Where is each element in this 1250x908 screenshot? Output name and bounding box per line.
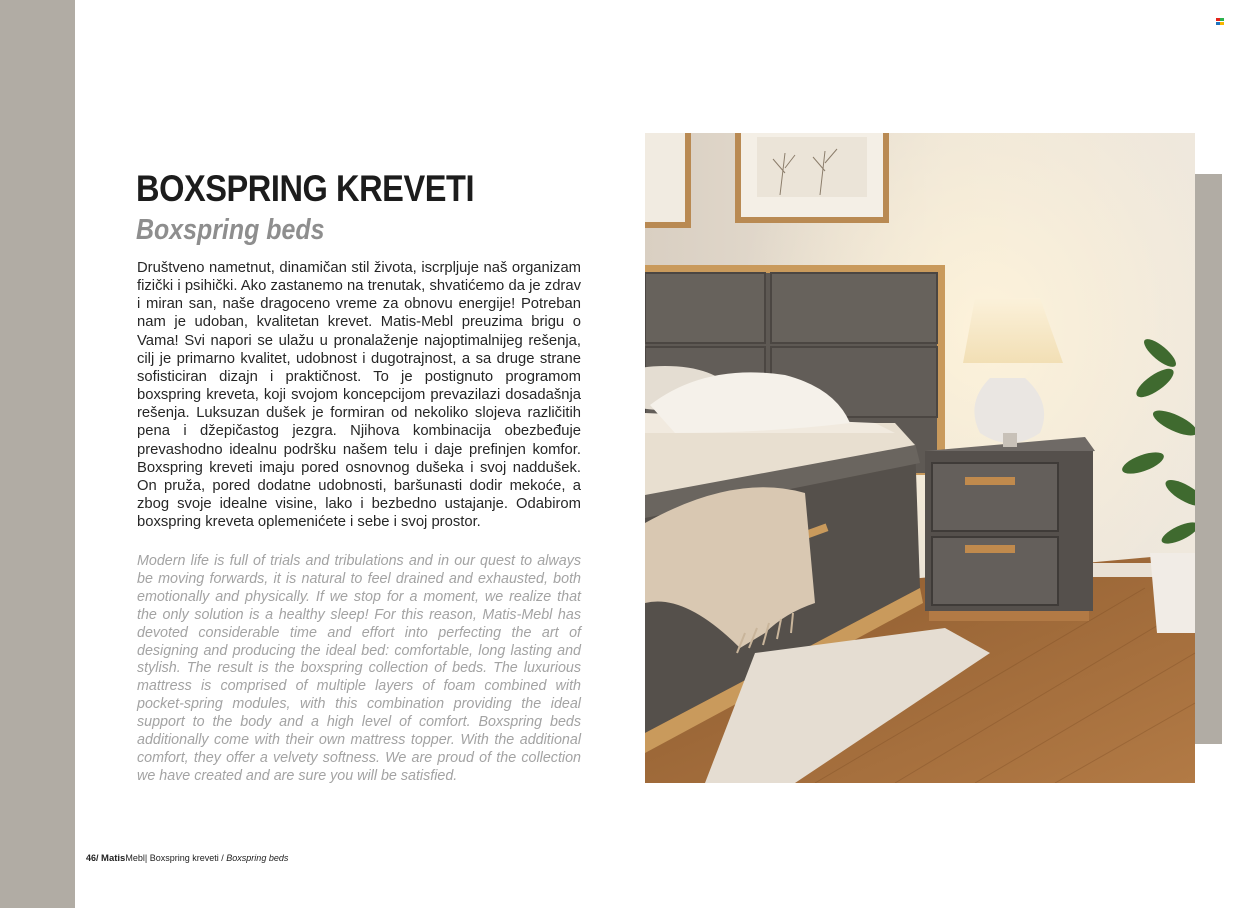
left-accent-band	[0, 0, 75, 908]
footer: 46/ MatisMebl| Boxspring kreveti / Boxspring beds	[86, 853, 289, 864]
footer-section-sr: Boxspring kreveti	[149, 853, 219, 863]
body-text-serbian: Društveno nametnut, dinamičan stil života, iscrpljuje naš organizam fizički i psihički. Ako zastanemo na trenutak, shvatićemo da je zdrav i miran san, naše dragoceno vreme za obnovu energije! Potreban nam je udoban, kvalitetan krevet. Matis-Mebl preuzima brigu o Vama! Svi napori se ulažu u pronalaženje najoptimalnijeg rešenja, cilj je primarno kvalitet, udobnost i dugotrajnost, a sa druge strane sofisticiran dizajn i praktičnost. To je postignuto programom boxspring kreveta, koji svojom koncepcijom prevazilazi dosadašnja rešenja. Luksuzan dušek je formiran od nekoliko slojeva različitih pena i džepičastog jezgra. Njihova kombinacija obezbeđuje prevashodno idealnu podršku našem telu i daje prefinjen komfor. Boxspring kreveti imaju pored osnovnog dušeka i svoj naddušek. On pruža, pored dodatne udobnosti, baršunasti dodir mekoće, a zbog svoje idealne visine, lako i bezbedno ustajanje. Odabirom boxspring kreveta oplemenićete i sebe i svoj prostor.	[137, 260, 581, 531]
bedroom-photo	[645, 133, 1195, 783]
page-title: BOXSPRING KREVETI	[136, 168, 475, 209]
page-number: 46	[86, 853, 97, 863]
brand-mark-icon	[1216, 18, 1226, 26]
page-subtitle: Boxspring beds	[136, 214, 325, 246]
footer-section-en: Boxspring beds	[226, 853, 289, 863]
brand-logo-text: Matis	[101, 853, 126, 864]
body-text-english: Modern life is full of trials and tribulations and in our quest to always be moving forwards, it is natural to feel drained and exhausted, both emotionally and physically. If we stop for a moment, we realize that the only solution is a healthy sleep! For this reason, Matis-Mebl has devoted considerable time and effort into perfecting the art of designing and producing the ideal bed: comfortable, long lasting and stylish. The result is the boxspring collection of beds. The luxurious mattress is comprised of multiple layers of foam combined with pocket-spring modules, with this combination providing the ideal support to the body and a high level of comfort. Boxspring beds additionally come with their own mattress topper. With the additional comfort, they offer a velvety softness. We are proud of the collection we have created and are sure you will be satisfied.	[137, 553, 581, 784]
photo-accent-strip	[1194, 174, 1222, 744]
brand-logo-suffix: Mebl	[125, 853, 145, 863]
